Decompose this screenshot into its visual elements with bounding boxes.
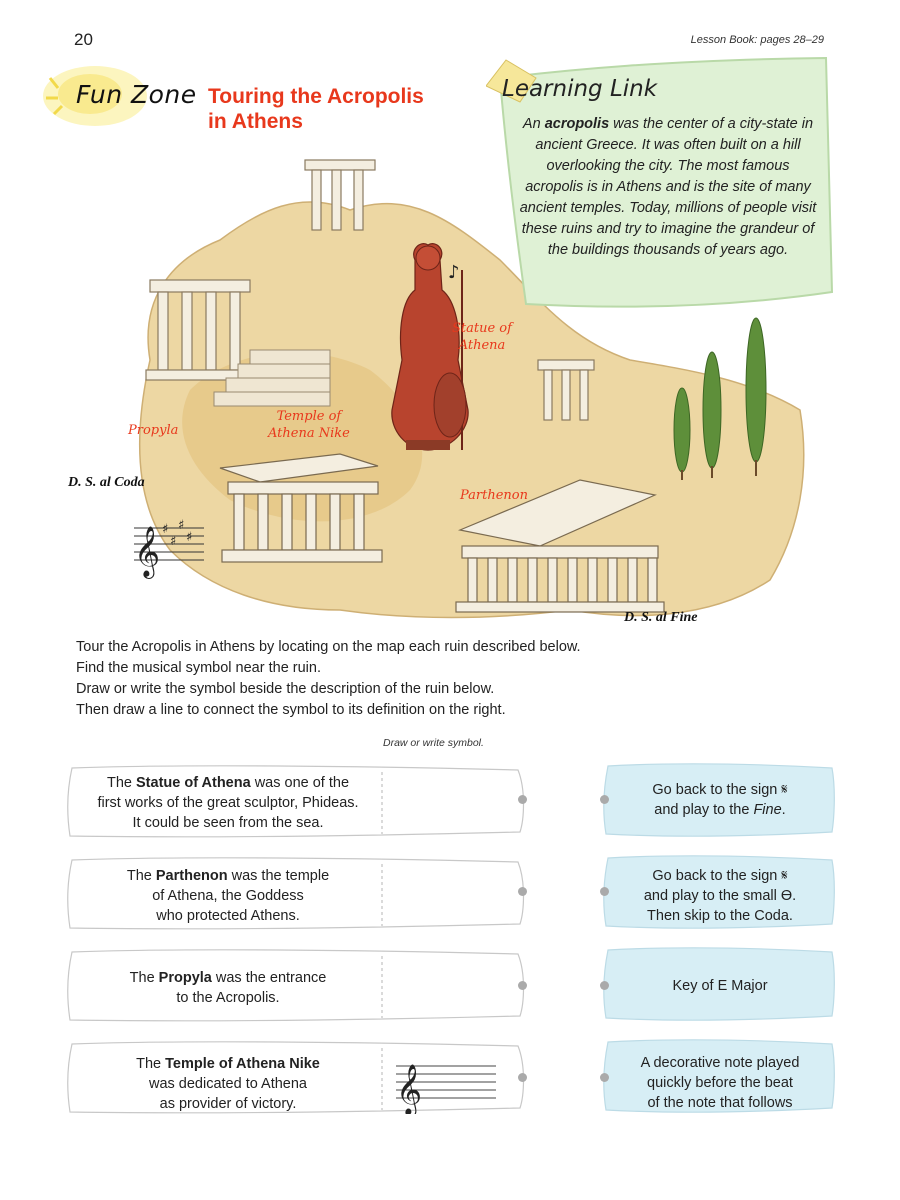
map-label-statue-line1: Statue of xyxy=(452,321,512,336)
svg-text:♯: ♯ xyxy=(178,518,185,533)
row-2-post: was the temple xyxy=(227,868,330,884)
def-4-connector-dot[interactable] xyxy=(600,1073,609,1082)
lesson-reference: Lesson Book: pages 28–29 xyxy=(690,34,824,46)
definition-4 xyxy=(614,1053,826,1113)
row-4-line2: was dedicated to Athena xyxy=(148,1076,307,1092)
row-1-bold: Statue of Athena xyxy=(136,775,251,791)
map-label-temple-of-athena-nike xyxy=(268,408,350,442)
page-title-line1: Touring the Acropolis xyxy=(208,85,424,108)
row-1-line1 xyxy=(78,773,378,793)
def-2-line3: Then skip to the Coda. xyxy=(647,908,793,924)
map-label-statue-of-athena xyxy=(452,320,512,354)
def-2-line1: Go back to the sign 𝄋 xyxy=(652,868,788,884)
row-1-symbol-area[interactable] xyxy=(386,772,510,832)
def-3-line1: Key of E Major xyxy=(672,978,768,994)
row-3-line2: to the Acropolis. xyxy=(176,990,280,1006)
page-number: 20 xyxy=(74,30,93,49)
def-2-line2 xyxy=(614,886,826,906)
learning-link-keyword: acropolis xyxy=(544,116,610,132)
learning-link-text-prefix: An xyxy=(522,116,545,132)
row-2-line2: of Athena, the Goddess xyxy=(152,888,304,904)
def-1-line2 xyxy=(614,800,826,820)
def-1-line2-a: and play to the xyxy=(654,802,754,818)
svg-text:♪: ♪ xyxy=(448,262,460,283)
page-title xyxy=(208,84,468,134)
definition-3 xyxy=(614,976,826,996)
row-1-post: was one of the xyxy=(250,775,350,791)
def-1-connector-dot[interactable] xyxy=(600,795,609,804)
row-3-pre: The xyxy=(129,970,159,986)
learning-link-text xyxy=(518,114,818,261)
ds-al-fine-label: D. S. al Fine xyxy=(624,610,698,625)
map-label-statue-line2: Athena xyxy=(458,338,506,353)
row-1-description xyxy=(78,773,378,833)
row-3-description xyxy=(78,968,378,1008)
def-4-line2: quickly before the beat xyxy=(647,1075,793,1091)
ds-al-coda-label: D. S. al Coda xyxy=(68,475,145,490)
page-title-line2: in Athens xyxy=(208,110,303,133)
fun-zone-heading: Fun Zone xyxy=(76,80,197,109)
row-4-pre: The xyxy=(136,1056,166,1072)
row-2-pre: The xyxy=(126,868,156,884)
instruction-line: Find the musical symbol near the ruin. xyxy=(76,660,321,676)
row-1-line3: It could be seen from the sea. xyxy=(132,815,324,831)
row-2-bold: Parthenon xyxy=(155,868,228,884)
def-2-line2-symbol: ϴ xyxy=(780,888,793,904)
learning-link-title: Learning Link xyxy=(502,76,658,102)
def-1-line1: Go back to the sign 𝄋 xyxy=(652,782,788,798)
instruction-line: Then draw a line to connect the symbol to its definition on the right. xyxy=(76,702,506,718)
def-2-connector-dot[interactable] xyxy=(600,887,609,896)
row-2-description xyxy=(78,866,378,926)
row-1-pre: The xyxy=(106,775,136,791)
map-label-temple-line2: Athena Nike xyxy=(268,426,350,441)
svg-text:𝄞: 𝄞 xyxy=(134,526,161,577)
row-4-connector-dot[interactable] xyxy=(518,1073,527,1082)
svg-text:♯: ♯ xyxy=(162,522,169,537)
def-3-connector-dot[interactable] xyxy=(600,981,609,990)
learning-link-text-body: was the center of a city-state in ancient Greece. It was often built on a hill overlooking the city. The most famous acropolis is in Athens and is the site of many ancient temples. Today, millions of people visit these ruins and try to imagine the grandeur of the buildings thousands of years ago. xyxy=(519,116,817,258)
row-1-line2: first works of the great sculptor, Phideas. xyxy=(97,795,359,811)
def-4-line1: A decorative note played xyxy=(640,1055,800,1071)
row-1-connector-dot[interactable] xyxy=(518,795,527,804)
def-2-line2-a: and play to the small xyxy=(643,888,781,904)
def-1-line2-b: . xyxy=(781,802,786,818)
row-4-line3: as provider of victory. xyxy=(159,1096,297,1112)
key-signature-staff-icon xyxy=(132,514,206,580)
map-label-temple-line1: Temple of xyxy=(276,409,342,424)
row-2-line3: who protected Athens. xyxy=(156,908,300,924)
row-2-symbol-area[interactable] xyxy=(386,864,510,924)
row-2-line1 xyxy=(78,866,378,886)
row-4-bold: Temple of Athena Nike xyxy=(165,1056,320,1072)
instruction-line: Tour the Acropolis in Athens by locating on the map each ruin described below. xyxy=(76,639,581,655)
row-3-symbol-area[interactable] xyxy=(386,956,510,1016)
instructions xyxy=(76,637,581,721)
row-4-treble-staff-icon xyxy=(394,1052,498,1114)
row-4-description xyxy=(78,1054,378,1114)
row-3-post: was the entrance xyxy=(211,970,327,986)
row-3-line1 xyxy=(78,968,378,988)
map-label-propyla: Propyla xyxy=(128,423,179,438)
row-4-line1 xyxy=(78,1054,378,1074)
def-4-line3: of the note that follows xyxy=(647,1095,793,1111)
row-3-connector-dot[interactable] xyxy=(518,981,527,990)
definition-1 xyxy=(614,780,826,820)
map-label-parthenon: Parthenon xyxy=(460,488,528,503)
row-3-bold: Propyla xyxy=(158,970,212,986)
svg-text:𝄞: 𝄞 xyxy=(396,1064,423,1114)
instruction-line: Draw or write the symbol beside the description of the ruin below. xyxy=(76,681,495,697)
draw-symbol-label: Draw or write symbol. xyxy=(383,737,484,749)
def-1-line2-italic: Fine xyxy=(753,802,782,818)
row-2-connector-dot[interactable] xyxy=(518,887,527,896)
svg-text:♯: ♯ xyxy=(186,530,193,545)
def-2-line2-b: . xyxy=(792,888,797,904)
definition-2 xyxy=(614,866,826,926)
svg-text:♯: ♯ xyxy=(170,534,177,549)
